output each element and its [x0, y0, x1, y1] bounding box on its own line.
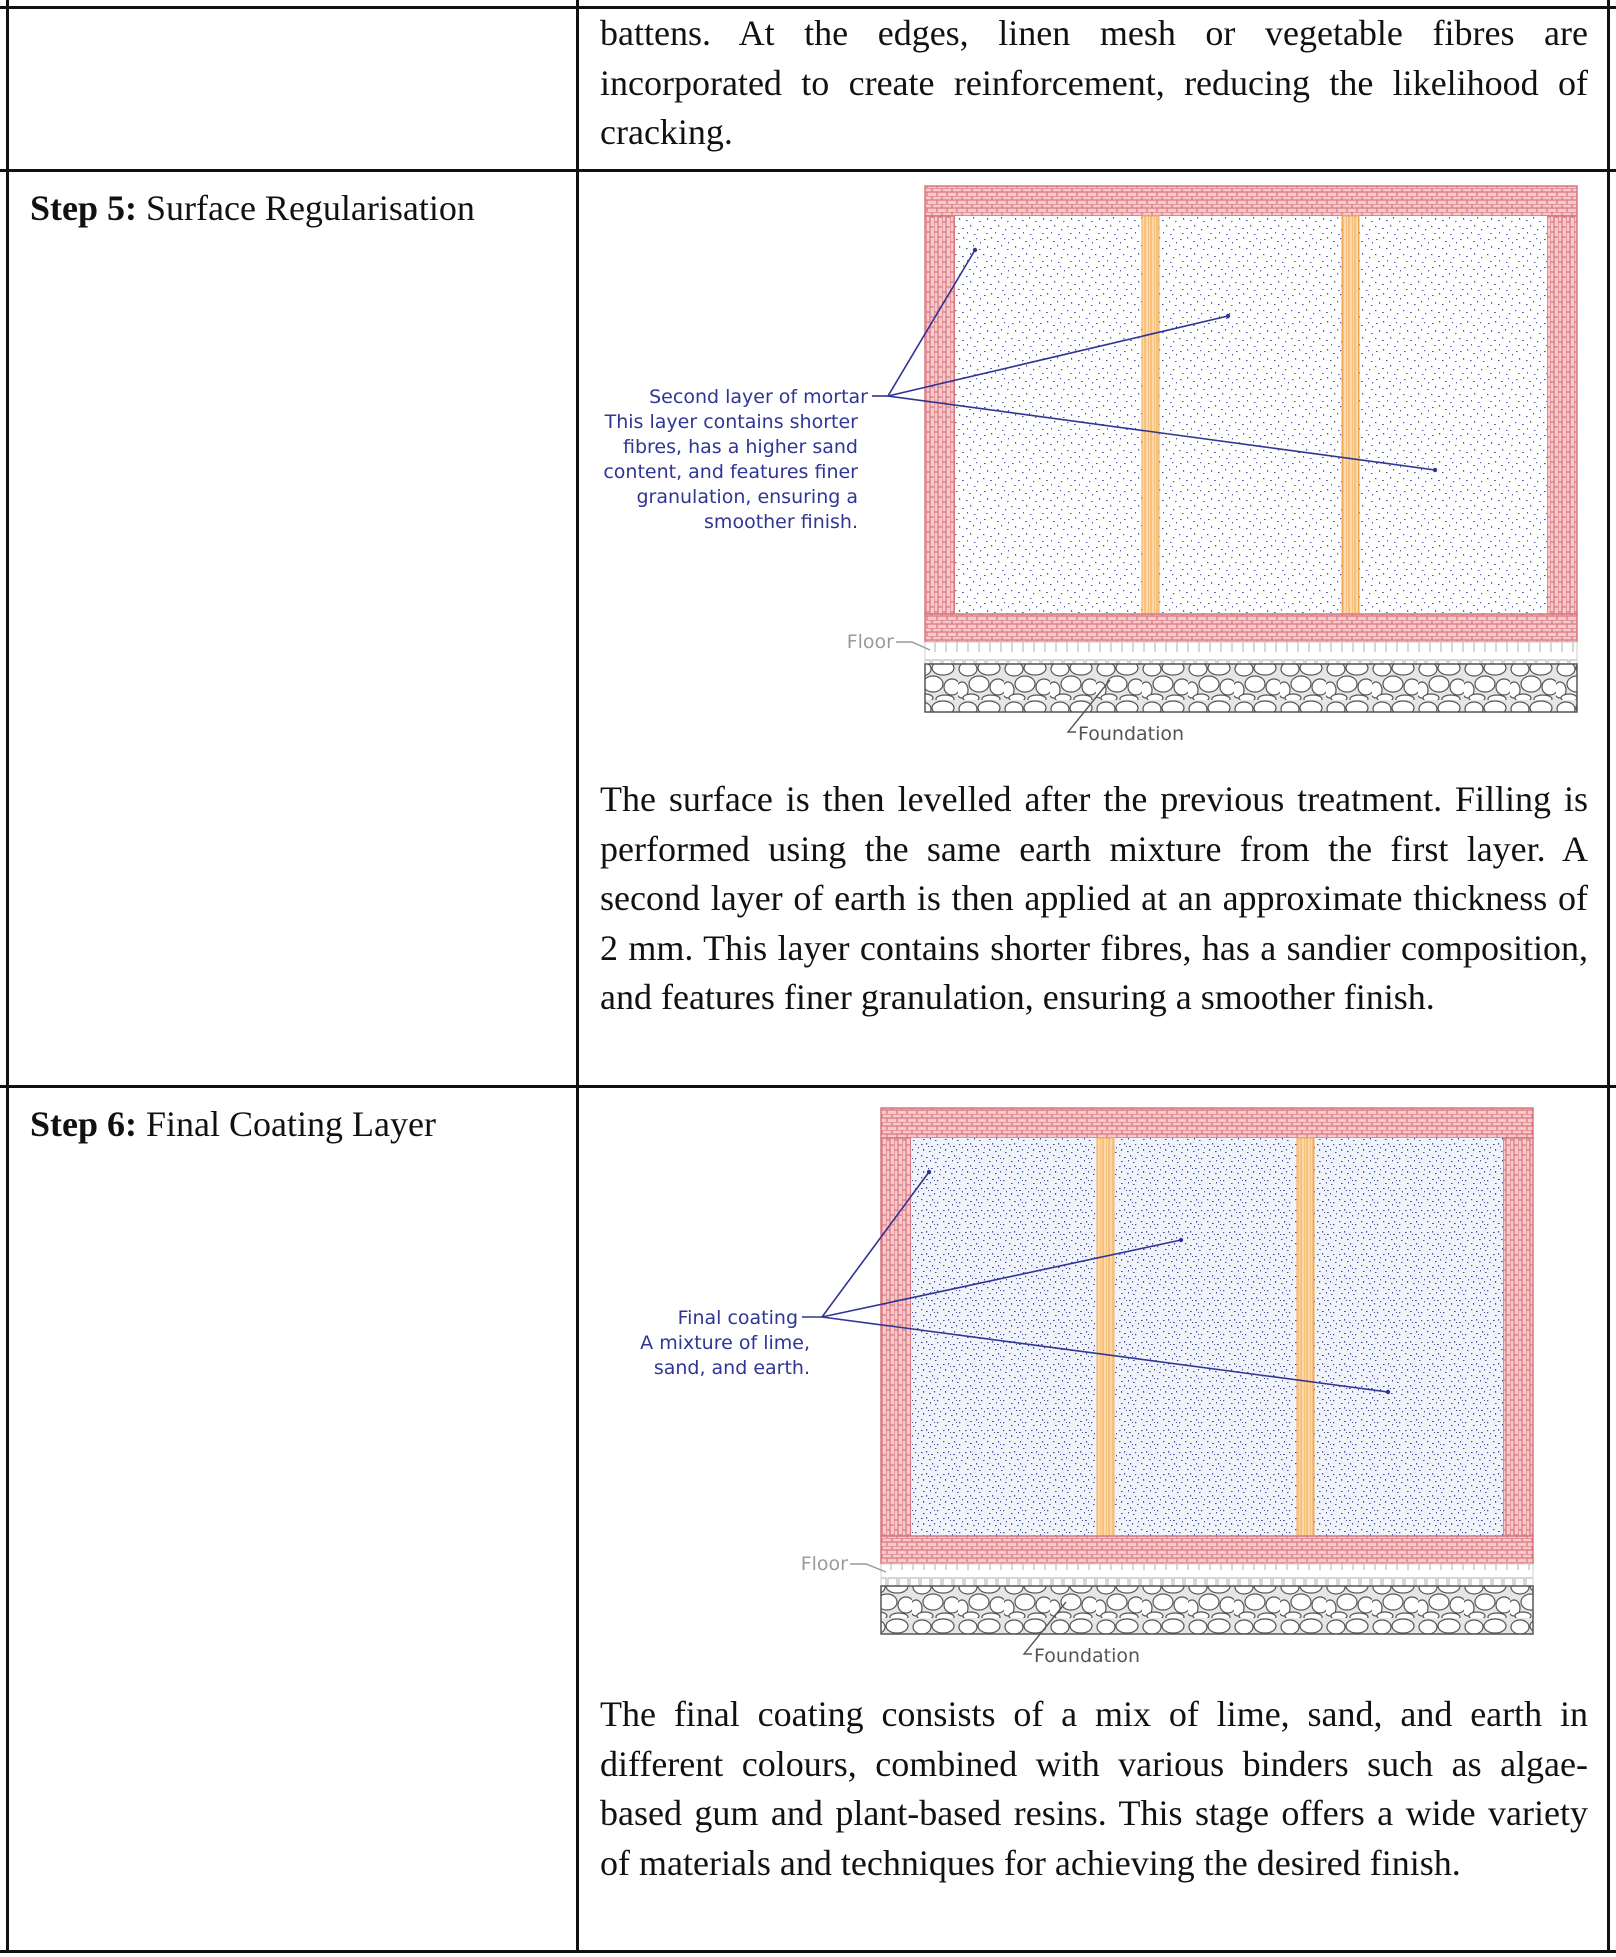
step6-label: [30, 1102, 436, 1146]
step5-label-line-6: smoother finish.: [704, 511, 858, 533]
step5-foundation-label: Foundation: [1078, 723, 1185, 745]
step6-wall-right: [1503, 1138, 1533, 1536]
step5-label: [30, 186, 475, 230]
step5-title: Surface Regularisation: [146, 188, 475, 228]
step5-label-line-5: granulation, ensuring a: [636, 486, 858, 508]
step5-wall-bottom: [925, 614, 1577, 642]
step5-floor: [925, 642, 1577, 664]
step5-foundation: [925, 664, 1577, 712]
table-rule-right: [1607, 0, 1610, 1953]
step6-wall-bottom: [881, 1536, 1533, 1564]
step5-batten-2: [1342, 216, 1359, 614]
step5-label-line-2: This layer contains shorter: [604, 411, 858, 433]
table-rule-bottom: [0, 1950, 1616, 1953]
step6-wall-top: [881, 1108, 1533, 1138]
step6-batten-2: [1297, 1138, 1314, 1536]
step6-batten-1: [1097, 1138, 1114, 1536]
step5-label-line-3: fibres, has a higher sand: [622, 436, 858, 458]
row-top-text: battens. At the edges, linen mesh or vegetable fibres are incorporated to create reinforcement, reducing the likelihood of cracking.: [600, 13, 1588, 152]
step5-wall-right: [1547, 216, 1577, 614]
step6-floor-label: Floor: [800, 1553, 848, 1575]
step5-label-line-1: Second layer of mortar: [649, 386, 868, 408]
step5-mortar-layer: [955, 216, 1547, 614]
step6-text: The final coating consists of a mix of lime, sand, and earth in different colours, combined with various binders such as algae-based gum and plant-based resins. This stage offers a wide variety of materials and techniques for achieving the desired finish.: [600, 1694, 1588, 1883]
step6-label-line-2: A mixture of lime,: [640, 1332, 810, 1354]
step6-foundation: [881, 1586, 1533, 1634]
step6-label-line-3: sand, and earth.: [653, 1357, 810, 1379]
step5-text: The surface is then levelled after the previous treatment. Filling is performed using the same earth mixture from the first layer. A second layer of earth is then applied at an approximate thickness of 2 mm. This layer contains shorter fibres, has a sandier composition, and features finer granulation, ensuring a smoother finish.: [600, 779, 1588, 1017]
step6-foundation-label: Foundation: [1034, 1645, 1141, 1667]
step5-wall-top: [925, 186, 1577, 216]
step6-title: Final Coating Layer: [146, 1104, 436, 1144]
step6-coating-layer: [911, 1138, 1503, 1536]
step5-number: Step 5:: [30, 188, 137, 228]
step5-label-line-4: content, and features finer: [603, 461, 858, 483]
table-rule-left: [6, 0, 9, 1953]
step6-wall-left: [881, 1138, 911, 1536]
step5-wall-left: [925, 216, 955, 614]
step6-label-line-1: Final coating: [677, 1307, 798, 1329]
table-rule-middle: [576, 0, 579, 1953]
step6-floor: [881, 1564, 1533, 1586]
step6-diagram: [590, 1098, 1590, 1688]
table-rule-row2: [0, 1085, 1616, 1088]
table-rule-row1: [0, 169, 1616, 172]
step5-batten-1: [1142, 216, 1159, 614]
step5-floor-label: Floor: [846, 631, 894, 653]
step5-diagram: [590, 180, 1590, 755]
step6-number: Step 6:: [30, 1104, 137, 1144]
